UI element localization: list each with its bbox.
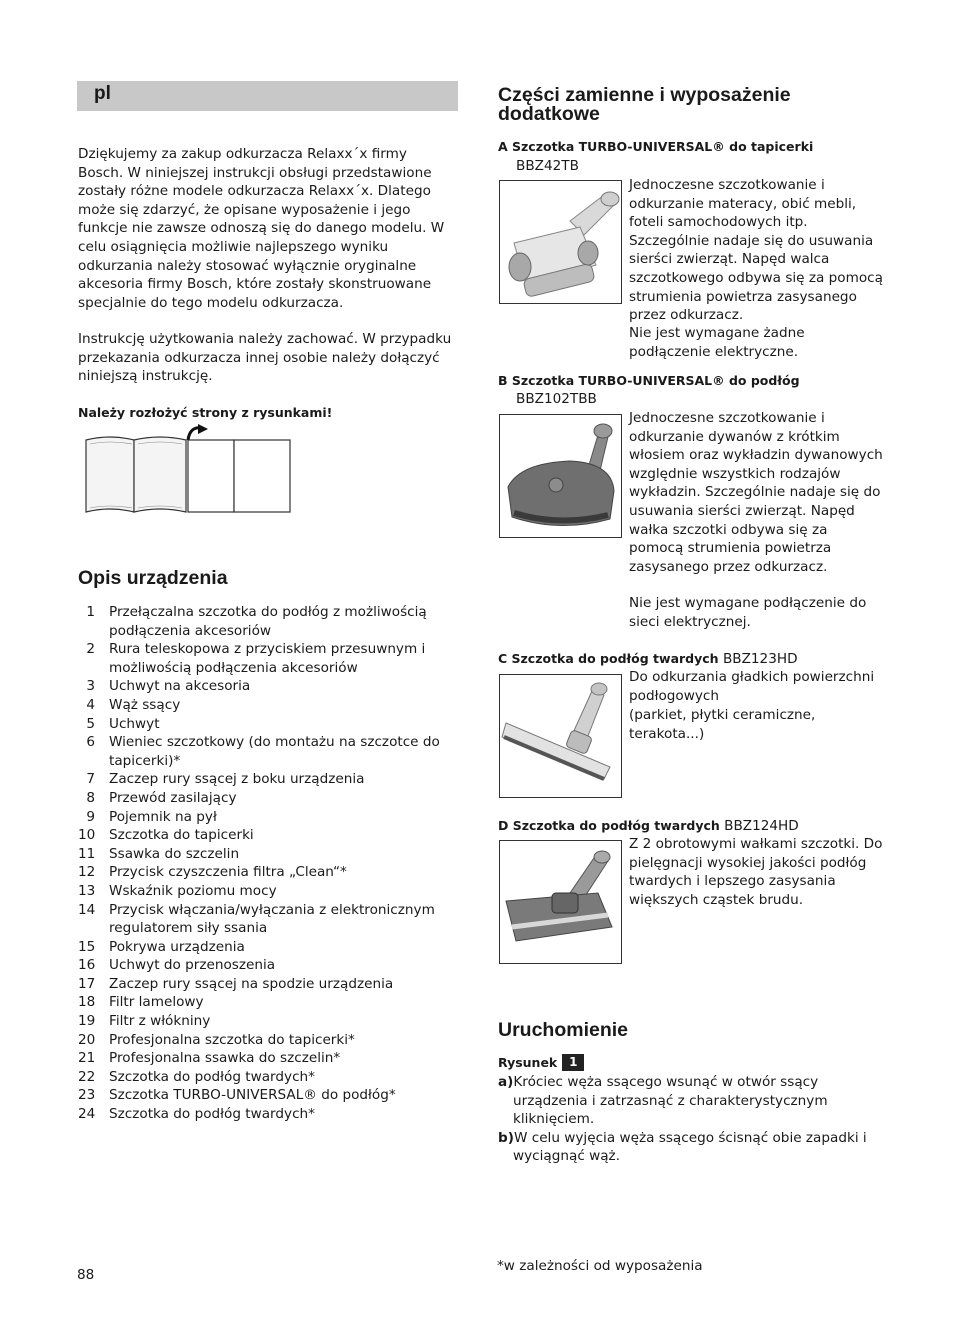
list-item: 23 Szczotka TURBO-UNIVERSAL® do podłóg* xyxy=(78,1087,396,1104)
list-item: 5 Uchwyt xyxy=(86,715,160,732)
accessory-d-photo xyxy=(499,840,622,964)
page-number: 88 xyxy=(77,1267,95,1283)
list-item: 7 Zaczep rury ssącej z boku urządzenia xyxy=(86,771,365,788)
accessory-c-photo xyxy=(499,674,622,798)
accessory-c-description: Do odkurzania gładkich powierzchni podłogowych xyxy=(629,669,875,704)
language-tab xyxy=(77,81,458,111)
list-item: 13 Wskaźnik poziomu mocy xyxy=(78,882,277,899)
startup-title: Uruchomienie xyxy=(498,1019,629,1041)
list-item: 18 Filtr lamelowy xyxy=(78,994,204,1011)
fold-out-pages-illustration xyxy=(84,424,294,516)
accessory-a-description: Jednoczesne szczotkowanie i odkurzanie materacy, obić mebli, foteli samochodowych itp. Szczególnie nadaje się do usuwania sierści zwierząt. Napęd walca szczotkowego odbywa się za pomocą strumienia powietrza zasysanego przez odkurzacz. xyxy=(629,177,883,324)
accessory-a-code: BBZ42TB xyxy=(516,158,579,174)
accessory-d-heading: D Szczotka do podłóg twardych BBZ124HD xyxy=(498,818,799,834)
upholstery-brush-icon xyxy=(500,181,621,303)
accessories-title: Części zamienne i wyposażenie dodatkowe xyxy=(498,84,791,125)
hard-floor-roller-brush-icon xyxy=(500,841,621,963)
accessory-a-note: Nie jest wymagane żadne podłączenie elektryczne. xyxy=(629,325,805,360)
accessory-c-note: (parkiet, płytki ceramiczne, terakota...) xyxy=(629,707,816,742)
footnote: *w zależności od wyposażenia xyxy=(497,1258,703,1274)
figure-reference: Rysunek 1 xyxy=(498,1054,584,1073)
accessory-a-photo xyxy=(499,180,622,304)
list-item: 4 Wąż ssący xyxy=(86,696,181,713)
accessory-b-photo xyxy=(499,414,622,538)
list-item: 11 Ssawka do szczelin xyxy=(78,845,240,862)
list-item: 2 Rura teleskopowa z przyciskiem przesuwnym i możliwością podłączenia akcesoriów xyxy=(86,641,426,676)
list-item: 20 Profesjonalna szczotka do tapicerki* xyxy=(78,1031,355,1048)
list-item: 3 Uchwyt na akcesoria xyxy=(86,678,251,695)
list-item: 8 Przewód zasilający xyxy=(86,789,237,806)
accessory-b-note: Nie jest wymagane podłączenie do sieci elektrycznej. xyxy=(629,595,867,630)
list-item: b)W celu wyjęcia węża ssącego ścisnąć obie zapadki i wyciągnąć wąż. xyxy=(498,1129,867,1165)
turbo-floor-brush-icon xyxy=(500,415,621,537)
list-item: 16 Uchwyt do przenoszenia xyxy=(78,957,276,974)
intro-paragraph-2: Instrukcję użytkowania należy zachować. W przypadku przekazania odkurzacza innej osobie należy dołączyć niniejszą instrukcję. xyxy=(78,331,452,385)
list-item: 6 Wieniec szczotkowy (do montażu na szczotce do tapicerki)* xyxy=(86,734,440,769)
list-item: 22 Szczotka do podłóg twardych* xyxy=(78,1068,315,1085)
description-title: Opis urządzenia xyxy=(78,567,228,589)
accessory-b-description: Jednoczesne szczotkowanie i odkurzanie dywanów z krótkim włosiem oraz wykładzin dywanowych względnie wszystkich rodzajów wykładzin. Szczególnie nadaje się do usuwania sierści zwierząt. Napęd wałka szczotki odbywa się za pomocą strumienia powietrza zasysanego przez odkurzacz. xyxy=(629,410,883,575)
list-item: 17 Zaczep rury ssącej na spodzie urządzenia xyxy=(78,975,394,992)
accessory-d-description: Z 2 obrotowymi wałkami szczotki. Do pielęgnacji wysokiej jakości podłóg twardych i lepszego zasysania większych cząstek brudu. xyxy=(629,836,883,908)
startup-steps xyxy=(498,1073,878,1166)
list-item: 19 Filtr z włókniny xyxy=(78,1013,211,1030)
list-item: 1 Przełączalna szczotka do podłóg z możliwością podłączenia akcesoriów xyxy=(86,604,427,639)
hard-floor-brush-icon xyxy=(500,675,621,797)
list-item: 9 Pojemnik na pył xyxy=(86,808,217,825)
accessory-c-heading: C Szczotka do podłóg twardych BBZ123HD xyxy=(498,651,798,667)
parts-list xyxy=(78,603,456,1124)
accessory-a-heading: A Szczotka TURBO-UNIVERSAL® do tapicerki xyxy=(498,139,814,154)
intro-paragraph-1: Dziękujemy za zakup odkurzacza Relaxx´x firmy Bosch. W niniejszej instrukcji obsługi przedstawione zostały różne modele odkurzacza Relaxx´x. Dlatego może się zdarzyć, że opisane wyposażenie i jego funkcje nie zawsze odnoszą się do danego modelu. W celu osiągnięcia możliwie najlepszego wyniku odkurzania należy stosować wyłącznie oryginalne akcesoria firmy Bosch, które zostały skonstruowane specjalnie do tego modelu odkurzacza. xyxy=(78,146,445,311)
list-item: 24 Szczotka do podłóg twardych* xyxy=(78,1106,315,1123)
list-item: 12 Przycisk czyszczenia filtra „Clean“* xyxy=(78,864,347,881)
list-item: 21 Profesjonalna ssawka do szczelin* xyxy=(78,1050,341,1067)
list-item: 15 Pokrywa urządzenia xyxy=(78,938,245,955)
list-item: 14 Przycisk włączania/wyłączania z elektronicznym regulatorem siły ssania xyxy=(78,901,435,937)
list-item: 10 Szczotka do tapicerki xyxy=(78,827,254,844)
list-item: a)Króciec węża ssącego wsunąć w otwór ssący urządzenia i zatrzasnąć z charakterystycznym kliknięciem. xyxy=(498,1074,828,1128)
fold-note: Należy rozłożyć strony z rysunkami! xyxy=(78,405,333,420)
accessory-b-heading: B Szczotka TURBO-UNIVERSAL® do podłóg xyxy=(498,373,800,388)
figure-number-badge: 1 xyxy=(562,1054,584,1071)
language-label: pl xyxy=(94,83,111,104)
accessory-b-code: BBZ102TBB xyxy=(516,391,597,407)
